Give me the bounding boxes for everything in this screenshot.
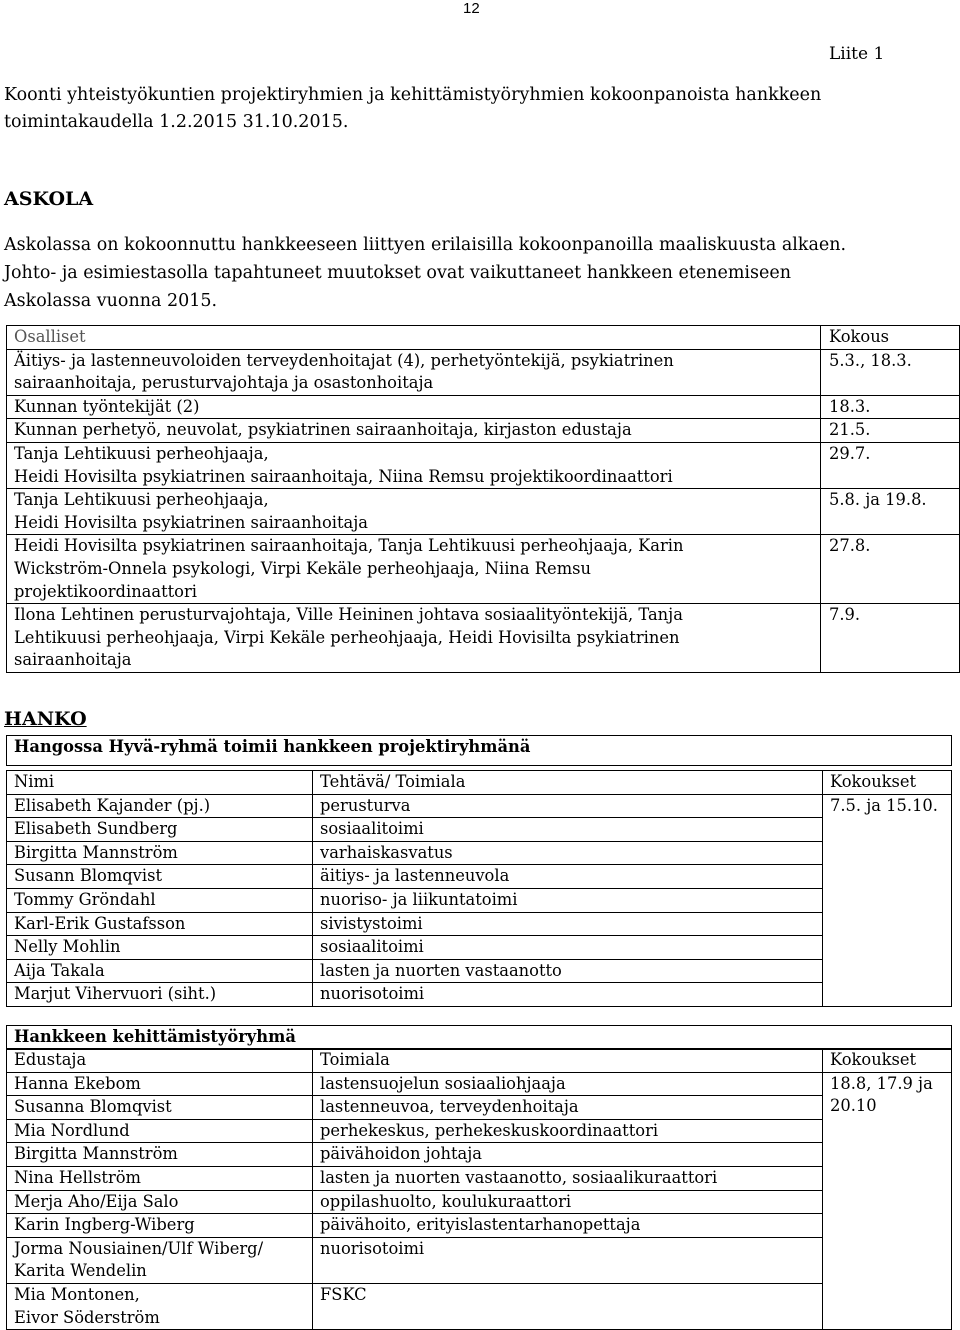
meeting-dates-line: 20.10: [830, 1096, 877, 1116]
participants-line: sairaanhoitaja, perusturvajohtaja ja osastonhoitaja: [14, 373, 434, 393]
table-row: [7, 983, 952, 1007]
meeting-date-cell: 18.3.: [821, 395, 960, 419]
sector-cell: nuorisotoimi: [313, 1237, 823, 1283]
attachment-label: Liite 1: [829, 44, 885, 64]
table-row: [7, 1119, 952, 1143]
representative-cell: [7, 1214, 313, 1238]
participants-line: Kunnan työntekijät (2): [14, 396, 200, 416]
representative-name: Mia Nordlund: [14, 1120, 130, 1140]
hanko-group1-title-box: [6, 735, 952, 766]
representative-cell: [7, 1143, 313, 1167]
representative-cell: [7, 1096, 313, 1120]
table-header-row: [7, 1049, 952, 1073]
sector-cell: päivähoito, erityislastentarhanopettaja: [313, 1214, 823, 1238]
participants-cell: [7, 349, 821, 395]
sector-cell: lastenneuvoa, terveydenhoitaja: [313, 1096, 823, 1120]
representative-name: Karin Ingberg-Wiberg: [14, 1215, 195, 1235]
member-role-cell: äitiys- ja lastenneuvola: [313, 865, 823, 889]
table-row: [7, 841, 952, 865]
member-role-cell: sosiaalitoimi: [313, 818, 823, 842]
participants-cell: [7, 535, 821, 604]
member-role-cell: perusturva: [313, 794, 823, 818]
representative-name: Hanna Ekebom: [14, 1073, 141, 1093]
participants-cell: [7, 395, 821, 419]
participants-line: Tanja Lehtikuusi perheohjaaja,: [14, 490, 269, 510]
member-role-cell: nuorisotoimi: [313, 983, 823, 1007]
table-row: [7, 888, 952, 912]
table-row: [7, 1190, 952, 1214]
askola-meetings-table: [6, 325, 960, 673]
participants-line: Ilona Lehtinen perusturvajohtaja, Ville Heininen johtava sosiaalityöntekijä, Tanja: [14, 605, 683, 625]
sector-cell: perhekeskus, perhekeskuskoordinaattori: [313, 1119, 823, 1143]
member-role-cell: sivistystoimi: [313, 912, 823, 936]
member-name-cell: Tommy Gröndahl: [7, 888, 313, 912]
participants-line: Wickström-Onnela psykologi, Virpi Kekäle perheohjaaja, Niina Remsu: [14, 558, 591, 578]
table-row: [7, 959, 952, 983]
representative-cell: [7, 1283, 313, 1329]
participants-cell: [7, 489, 821, 535]
table-header-row: [7, 771, 952, 795]
member-name-cell: Karl-Erik Gustafsson: [7, 912, 313, 936]
meetings-cell: 7.5. ja 15.10.: [823, 794, 952, 1006]
hanko-group2-title-box: [6, 1025, 952, 1050]
participants-line: projektikoordinaattori: [14, 581, 197, 601]
table-row: [7, 395, 960, 419]
representative-name: Merja Aho/Eija Salo: [14, 1191, 179, 1211]
member-role-cell: sosiaalitoimi: [313, 936, 823, 960]
member-name-cell: Elisabeth Sundberg: [7, 818, 313, 842]
hanko-development-group-table: [6, 1048, 952, 1330]
sector-cell: FSKC: [313, 1283, 823, 1329]
meeting-dates-line: 18.8, 17.9 ja: [830, 1073, 933, 1093]
participants-line: Tanja Lehtikuusi perheohjaaja,: [14, 443, 269, 463]
table-row: [7, 1214, 952, 1238]
representative-cell: [7, 1237, 313, 1283]
representative-name: Eivor Söderström: [14, 1307, 160, 1327]
sector-cell: lasten ja nuorten vastaanotto, sosiaalikuraattori: [313, 1166, 823, 1190]
hanko-project-group-table: [6, 770, 952, 1007]
participants-cell: [7, 419, 821, 443]
page-number: 12: [463, 0, 480, 17]
participants-line: Kunnan perhetyö, neuvolat, psykiatrinen sairaanhoitaja, kirjaston edustaja: [14, 420, 632, 440]
table-row: [7, 1143, 952, 1167]
table-row: [7, 818, 952, 842]
member-role-cell: nuoriso- ja liikuntatoimi: [313, 888, 823, 912]
member-name-cell: Marjut Vihervuori (siht.): [7, 983, 313, 1007]
sector-cell: lastensuojelun sosiaaliohjaaja: [313, 1072, 823, 1096]
table-row: [7, 794, 952, 818]
meetings-header: Kokoukset: [823, 771, 952, 795]
representative-cell: [7, 1190, 313, 1214]
askola-paragraph-line: Johto- ja esimiestasolla tapahtuneet muutokset ovat vaikuttaneet hankkeen etenemiseen: [4, 263, 791, 283]
table-row: [7, 1166, 952, 1190]
table-header-row: [7, 326, 960, 350]
representative-name: Birgitta Mannström: [14, 1144, 178, 1164]
table-row: [7, 604, 960, 673]
askola-paragraph: [4, 231, 954, 315]
representative-cell: [7, 1166, 313, 1190]
member-name-cell: Birgitta Mannström: [7, 841, 313, 865]
representative-header: Edustaja: [7, 1049, 313, 1073]
participants-header: Osalliset: [7, 326, 821, 350]
representative-name: Mia Montonen,: [14, 1284, 140, 1304]
meeting-date-cell: 5.8. ja 19.8.: [821, 489, 960, 535]
participants-line: sairaanhoitaja: [14, 650, 132, 670]
askola-paragraph-line: Askolassa on kokoonnuttu hankkeeseen liittyen erilaisilla kokoonpanoilla maaliskuusta alkaen.: [4, 235, 847, 255]
member-role-cell: lasten ja nuorten vastaanotto: [313, 959, 823, 983]
table-row: [7, 489, 960, 535]
table-row: [7, 1237, 952, 1283]
member-name-cell: Susann Blomqvist: [7, 865, 313, 889]
sector-header: Toimiala: [313, 1049, 823, 1073]
representative-name: Susanna Blomqvist: [14, 1097, 172, 1117]
meeting-date-cell: 5.3., 18.3.: [821, 349, 960, 395]
meeting-date-cell: 21.5.: [821, 419, 960, 443]
table-row: [7, 535, 960, 604]
member-name-cell: Elisabeth Kajander (pj.): [7, 794, 313, 818]
participants-cell: [7, 442, 821, 488]
askola-paragraph-line: Askolassa vuonna 2015.: [4, 291, 218, 311]
hanko-heading: HANKO: [4, 708, 87, 730]
representative-cell: [7, 1119, 313, 1143]
meeting-date-cell: 27.8.: [821, 535, 960, 604]
representative-name: Karita Wendelin: [14, 1261, 147, 1281]
name-header: Nimi: [7, 771, 313, 795]
table-row: [7, 912, 952, 936]
table-row: [7, 1072, 952, 1096]
meeting-header: Kokous: [821, 326, 960, 350]
table-row: [7, 442, 960, 488]
representative-name: Jorma Nousiainen/Ulf Wiberg/: [14, 1238, 264, 1258]
participants-line: Heidi Hovisilta psykiatrinen sairaanhoitaja, Niina Remsu projektikoordinaattori: [14, 466, 673, 486]
member-role-cell: varhaiskasvatus: [313, 841, 823, 865]
meeting-date-cell: 29.7.: [821, 442, 960, 488]
role-header: Tehtävä/ Toimiala: [313, 771, 823, 795]
sector-cell: päivähoidon johtaja: [313, 1143, 823, 1167]
intro-line: toimintakaudella 1.2.2015 31.10.2015.: [4, 112, 349, 132]
participants-line: Äitiys- ja lastenneuvoloiden terveydenhoitajat (4), perhetyöntekijä, psykiatrinen: [14, 350, 674, 370]
hanko-group2-title: Hankkeen kehittämistyöryhmä: [7, 1026, 952, 1050]
meetings-header: Kokoukset: [823, 1049, 952, 1073]
meetings-cell: [823, 1072, 952, 1330]
table-row: [7, 1096, 952, 1120]
intro-paragraph: [4, 82, 944, 136]
table-row: [7, 865, 952, 889]
table-row: [7, 936, 952, 960]
sector-cell: oppilashuolto, koulukuraattori: [313, 1190, 823, 1214]
hanko-group1-title: Hangossa Hyvä-ryhmä toimii hankkeen projektiryhmänä: [7, 736, 952, 766]
member-name-cell: Aija Takala: [7, 959, 313, 983]
participants-line: Heidi Hovisilta psykiatrinen sairaanhoitaja, Tanja Lehtikuusi perheohjaaja, Karin: [14, 536, 684, 556]
participants-cell: [7, 604, 821, 673]
intro-line: Koonti yhteistyökuntien projektiryhmien ja kehittämistyöryhmien kokoonpanoista hankkeen: [4, 85, 822, 105]
table-row: [7, 1283, 952, 1329]
participants-line: Heidi Hovisilta psykiatrinen sairaanhoitaja: [14, 512, 368, 532]
representative-name: Nina Hellström: [14, 1167, 141, 1187]
participants-line: Lehtikuusi perheohjaaja, Virpi Kekäle perheohjaaja, Heidi Hovisilta psykiatrinen: [14, 627, 680, 647]
member-name-cell: Nelly Mohlin: [7, 936, 313, 960]
table-row: [7, 419, 960, 443]
askola-heading: ASKOLA: [4, 188, 94, 210]
table-row: [7, 349, 960, 395]
representative-cell: [7, 1072, 313, 1096]
meeting-date-cell: 7.9.: [821, 604, 960, 673]
